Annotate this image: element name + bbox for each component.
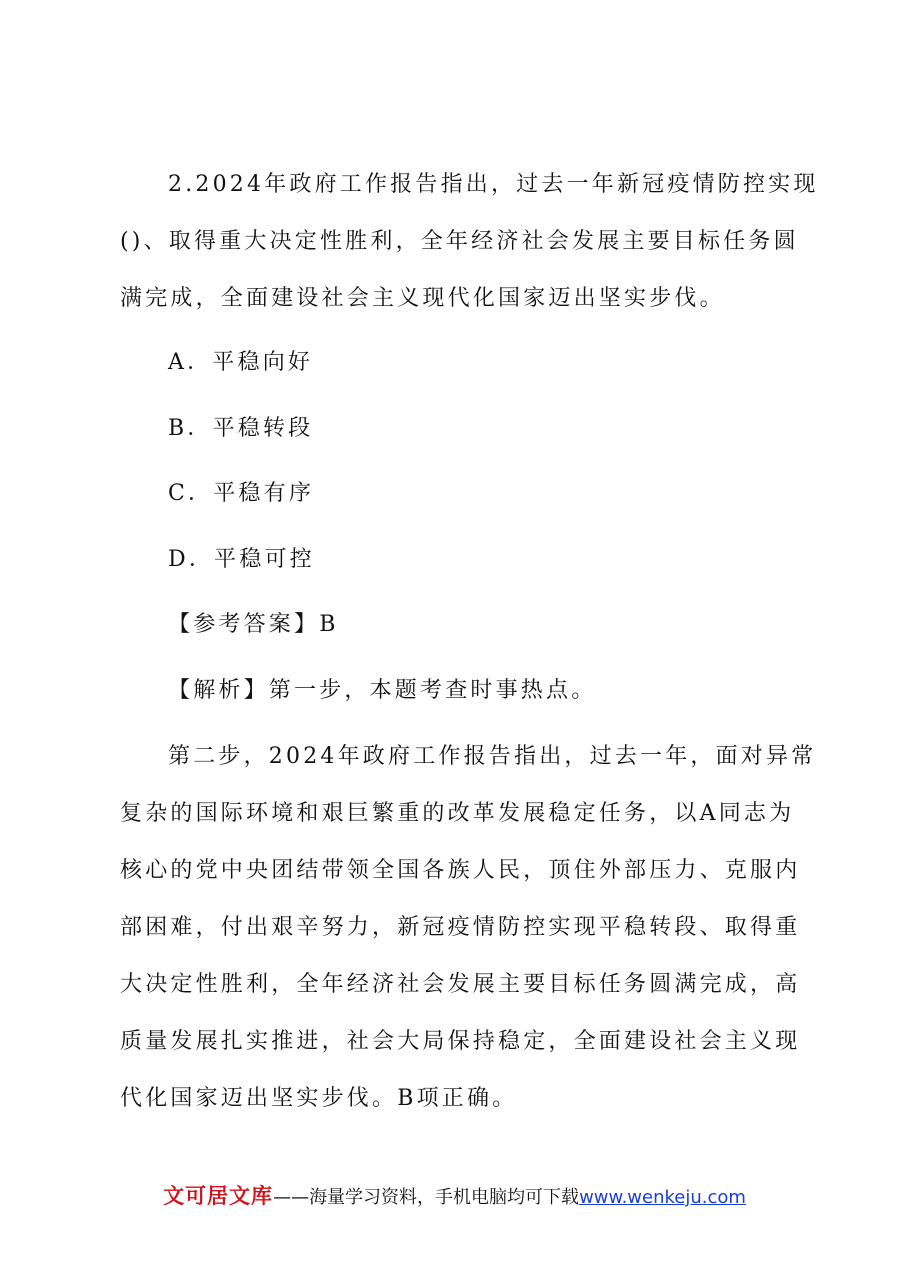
explanation-line-5: 大决定性胜利，全年经济社会发展主要目标任务圆满完成，高 [120, 972, 801, 997]
option-a: A．平稳向好 [168, 350, 314, 375]
footer-link[interactable]: www.wenkeju.com [579, 1187, 746, 1208]
explanation-line-1: 第二步，2024年政府工作报告指出，过去一年，面对异常 [168, 744, 817, 769]
explanation-line-6: 质量发展扎实推进，社会大局保持稳定，全面建设社会主义现 [120, 1029, 801, 1054]
question-line-1: 2.2024年政府工作报告指出，过去一年新冠疫情防控实现 [168, 172, 819, 197]
explanation-line-7: 代化国家迈出坚实步伐。B项正确。 [120, 1086, 518, 1111]
option-d: D．平稳可控 [168, 547, 315, 572]
explanation-line-4: 部困难，付出艰辛努力，新冠疫情防控实现平稳转段、取得重 [120, 915, 801, 940]
option-c: C．平稳有序 [168, 481, 315, 506]
footer-brand: 文可居文库 [163, 1184, 274, 1208]
footer-banner [0, 1182, 909, 1212]
option-b: B．平稳转段 [168, 416, 314, 441]
explanation-line-2: 复杂的国际环境和艰巨繁重的改革发展稳定任务，以A同志为 [120, 801, 795, 826]
reference-answer: 【参考答案】B [168, 612, 339, 637]
analysis-heading: 【解析】第一步，本题考查时事热点。 [168, 678, 597, 703]
footer-tagline: ——海量学习资料，手机电脑均可下载 [273, 1187, 580, 1208]
question-line-3: 满完成，全面建设社会主义现代化国家迈出坚实步伐。 [120, 286, 725, 311]
question-line-2: ()、取得重大决定性胜利，全年经济社会发展主要目标任务圆 [120, 229, 799, 254]
explanation-line-3: 核心的党中央团结带领全国各族人民，顶住外部压力、克服内 [120, 858, 801, 883]
